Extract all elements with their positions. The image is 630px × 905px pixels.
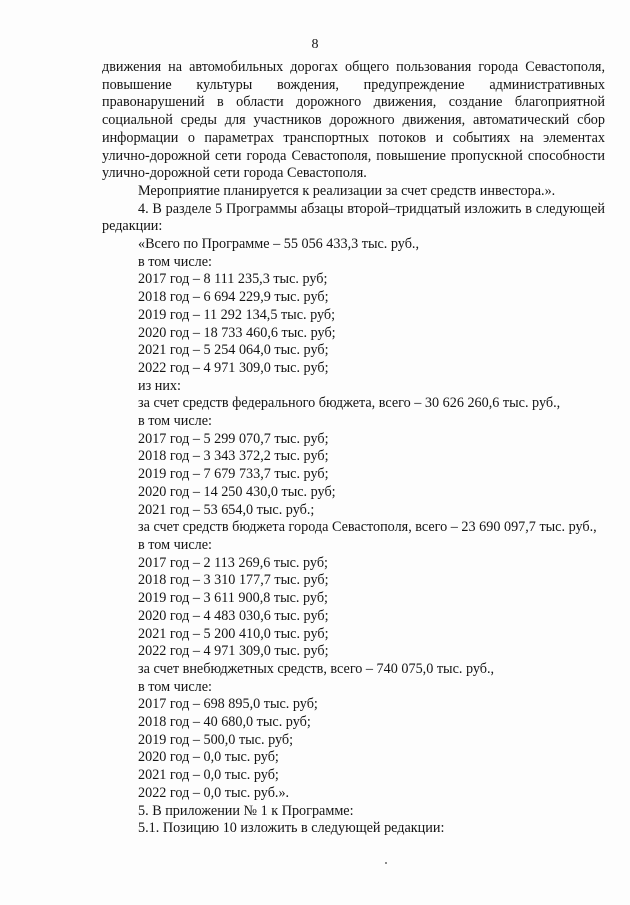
list-line: 2021 год – 53 654,0 тыс. руб.; [138,501,315,518]
list-line: за счет средств бюджета города Севастополя, всего – 23 690 097,7 тыс. руб., [138,519,597,536]
list-line: 2017 год – 5 299 070,7 тыс. руб; [138,430,329,447]
page-number: 8 [311,37,319,52]
scan-speck [385,862,387,864]
list-line: за счет средств федерального бюджета, всего – 30 626 260,6 тыс. руб., [138,395,561,412]
list-line: 2017 год – 698 895,0 тыс. руб; [138,696,318,713]
list-line: 2021 год – 5 254 064,0 тыс. руб; [138,342,329,359]
text-line: движения на автомобильных дорогах общего пользования города Севастополя, [102,59,605,75]
list-line: в том числе: [138,413,212,430]
text-line: повышение культуры вождения, предупреждение административных [102,76,605,93]
text-line: информации о параметрах транспортных потоков и событиях на элементах [102,129,605,146]
item-4-heading-continuation: редакции: [102,218,163,235]
list-line: в том числе: [138,536,212,553]
text-line: правонарушений в области дорожного движения, создание благоприятной [102,94,605,111]
list-line: из них: [138,377,181,394]
list-line: 2017 год – 2 113 269,6 тыс. руб; [138,554,328,571]
document-body [102,59,605,838]
investor-paragraph: Мероприятие планируется к реализации за счет средств инвестора.». [138,182,556,199]
list-line: 2017 год – 8 111 235,3 тыс. руб; [138,271,328,288]
list-line: 5.1. Позицию 10 изложить в следующей редакции: [138,820,445,837]
list-line: 2022 год – 4 971 309,0 тыс. руб; [138,643,329,660]
list-line: 2019 год – 500,0 тыс. руб; [138,731,294,748]
list-line: 2020 год – 18 733 460,6 тыс. руб; [138,324,336,341]
list-line: 2019 год – 11 292 134,5 тыс. руб; [138,306,336,323]
list-line: «Всего по Программе – 55 056 433,3 тыс. руб., [138,236,420,253]
item-4-heading: 4. В разделе 5 Программы абзацы второй–тридцатый изложить в следующей [138,200,605,217]
list-line: в том числе: [138,253,212,270]
list-line: 2018 год – 40 680,0 тыс. руб; [138,714,311,731]
list-line: 2018 год – 3 310 177,7 тыс. руб; [138,572,329,589]
list-line: в том числе: [138,678,212,695]
list-line: 2018 год – 3 343 372,2 тыс. руб; [138,448,329,465]
funding-list [102,236,605,838]
list-line: 5. В приложении № 1 к Программе: [138,802,354,819]
list-line: 2019 год – 7 679 733,7 тыс. руб; [138,466,329,483]
list-line: 2022 год – 0,0 тыс. руб.». [138,784,290,801]
list-line: 2020 год – 4 483 030,6 тыс. руб; [138,607,329,624]
list-line: за счет внебюджетных средств, всего – 740 075,0 тыс. руб., [138,660,495,677]
list-line: 2020 год – 0,0 тыс. руб; [138,749,279,766]
list-line: 2020 год – 14 250 430,0 тыс. руб; [138,483,336,500]
list-line: 2021 год – 5 200 410,0 тыс. руб; [138,625,329,642]
list-line: 2021 год – 0,0 тыс. руб; [138,767,279,784]
text-line: социальной среды для участников дорожного движения, автоматический сбор [102,112,605,129]
list-line: 2018 год – 6 694 229,9 тыс. руб; [138,289,329,306]
text-line: улично-дорожной сети города Севастополя, повышение пропускной способности [102,147,605,164]
list-line: 2019 год – 3 611 900,8 тыс. руб; [138,590,328,607]
list-line: 2022 год – 4 971 309,0 тыс. руб; [138,359,329,376]
text-line: улично-дорожной сети города Севастополя. [102,165,367,182]
